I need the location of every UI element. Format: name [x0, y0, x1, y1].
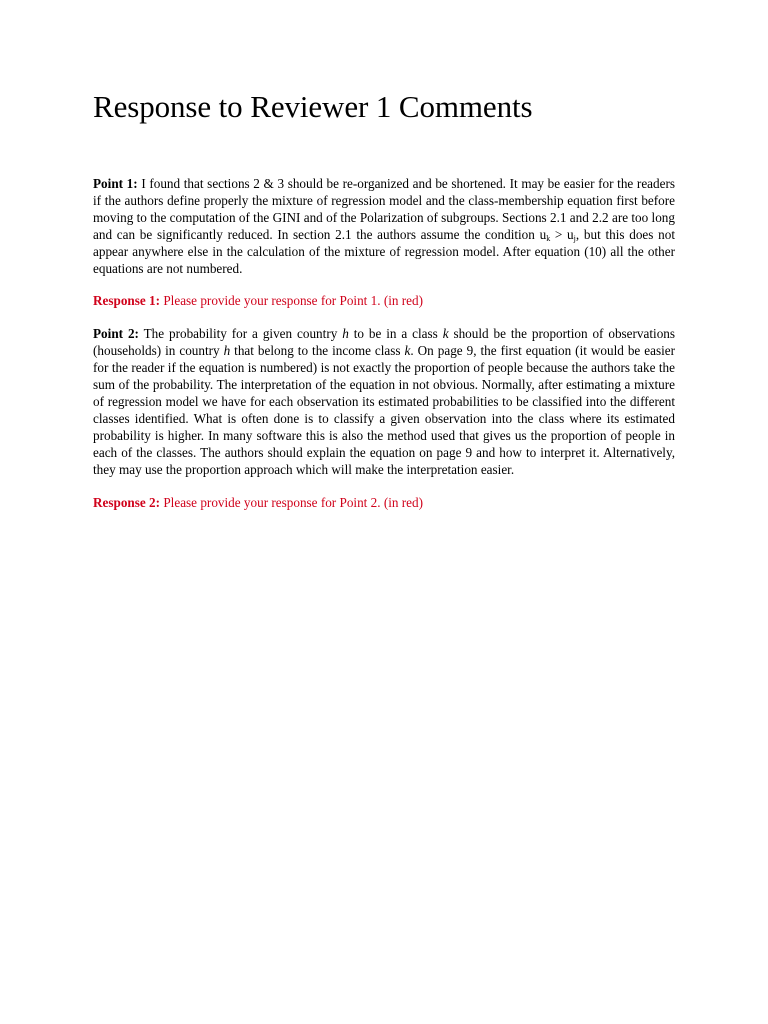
subscript-j: j [573, 233, 576, 243]
point-1-text: I found that sections 2 & 3 should be re-organized and be shortened. It may be easier for the readers if the authors define properly the mixture of regression model and the class-membership equation first before moving to the computation of the GINI and of the Polarization of subgroups. Sections 2.1 and 2.2 are too long and can be significantly reduced. In section 2.1 the authors assume the condition u [93, 176, 675, 242]
point-2-text-2: to be in a class [348, 326, 443, 342]
response-2-label: Response 2: [93, 494, 161, 510]
response-1-label: Response 1: [93, 293, 161, 309]
point-1-text-end: , but this does not appear anywhere else in the calculation of the mixture of regression model. After equation (10) all the other equations are not numbered. [93, 226, 675, 276]
point-2-text-3: should be the proportion of observations (households) in country [93, 326, 676, 359]
response-2-paragraph [93, 495, 675, 512]
response-2-text[interactable]: Please provide your response for Point 2. (in red) [160, 494, 424, 510]
point-1-paragraph [93, 176, 675, 277]
point-2-text-1: The probability for a given country [138, 326, 343, 342]
point-2-label: Point 2: [93, 326, 139, 342]
response-1-paragraph [93, 293, 675, 310]
document-page [93, 84, 675, 511]
var-k: k [442, 326, 449, 342]
point-2-text-5: . On page 9, the first equation (it would be easier for the reader if the equation is numbered) is not exactly the proportion of people because the authors take the sum of the probability. The interpretation of the equation in not obvious. Normally, after estimating a mixture of regression model we have for each observation its estimated probabilities to be classified into the different classes identified. What is often done is to classify a given observation into the class where its estimated probability is higher. In many software this is also the method used that gives us the proportion of people in each of the classes. The authors should explain the equation on page 9 and how to interpret it. Alternatively, they may use the proportion approach which will make the interpretation easier. [93, 343, 675, 477]
point-2-text-4: that belong to the income class [230, 343, 405, 359]
subscript-k: k [546, 233, 551, 243]
point-1-label: Point 1: [93, 176, 138, 191]
point-2-paragraph [93, 326, 675, 478]
var-k-2: k [404, 343, 411, 359]
var-h-2: h [223, 343, 231, 359]
document-title: Response to Reviewer 1 Comments [93, 89, 533, 124]
var-h: h [342, 326, 349, 342]
response-1-text[interactable]: Please provide your response for Point 1. (in red) [160, 293, 424, 309]
point-1-text-gt: > u [550, 226, 574, 242]
